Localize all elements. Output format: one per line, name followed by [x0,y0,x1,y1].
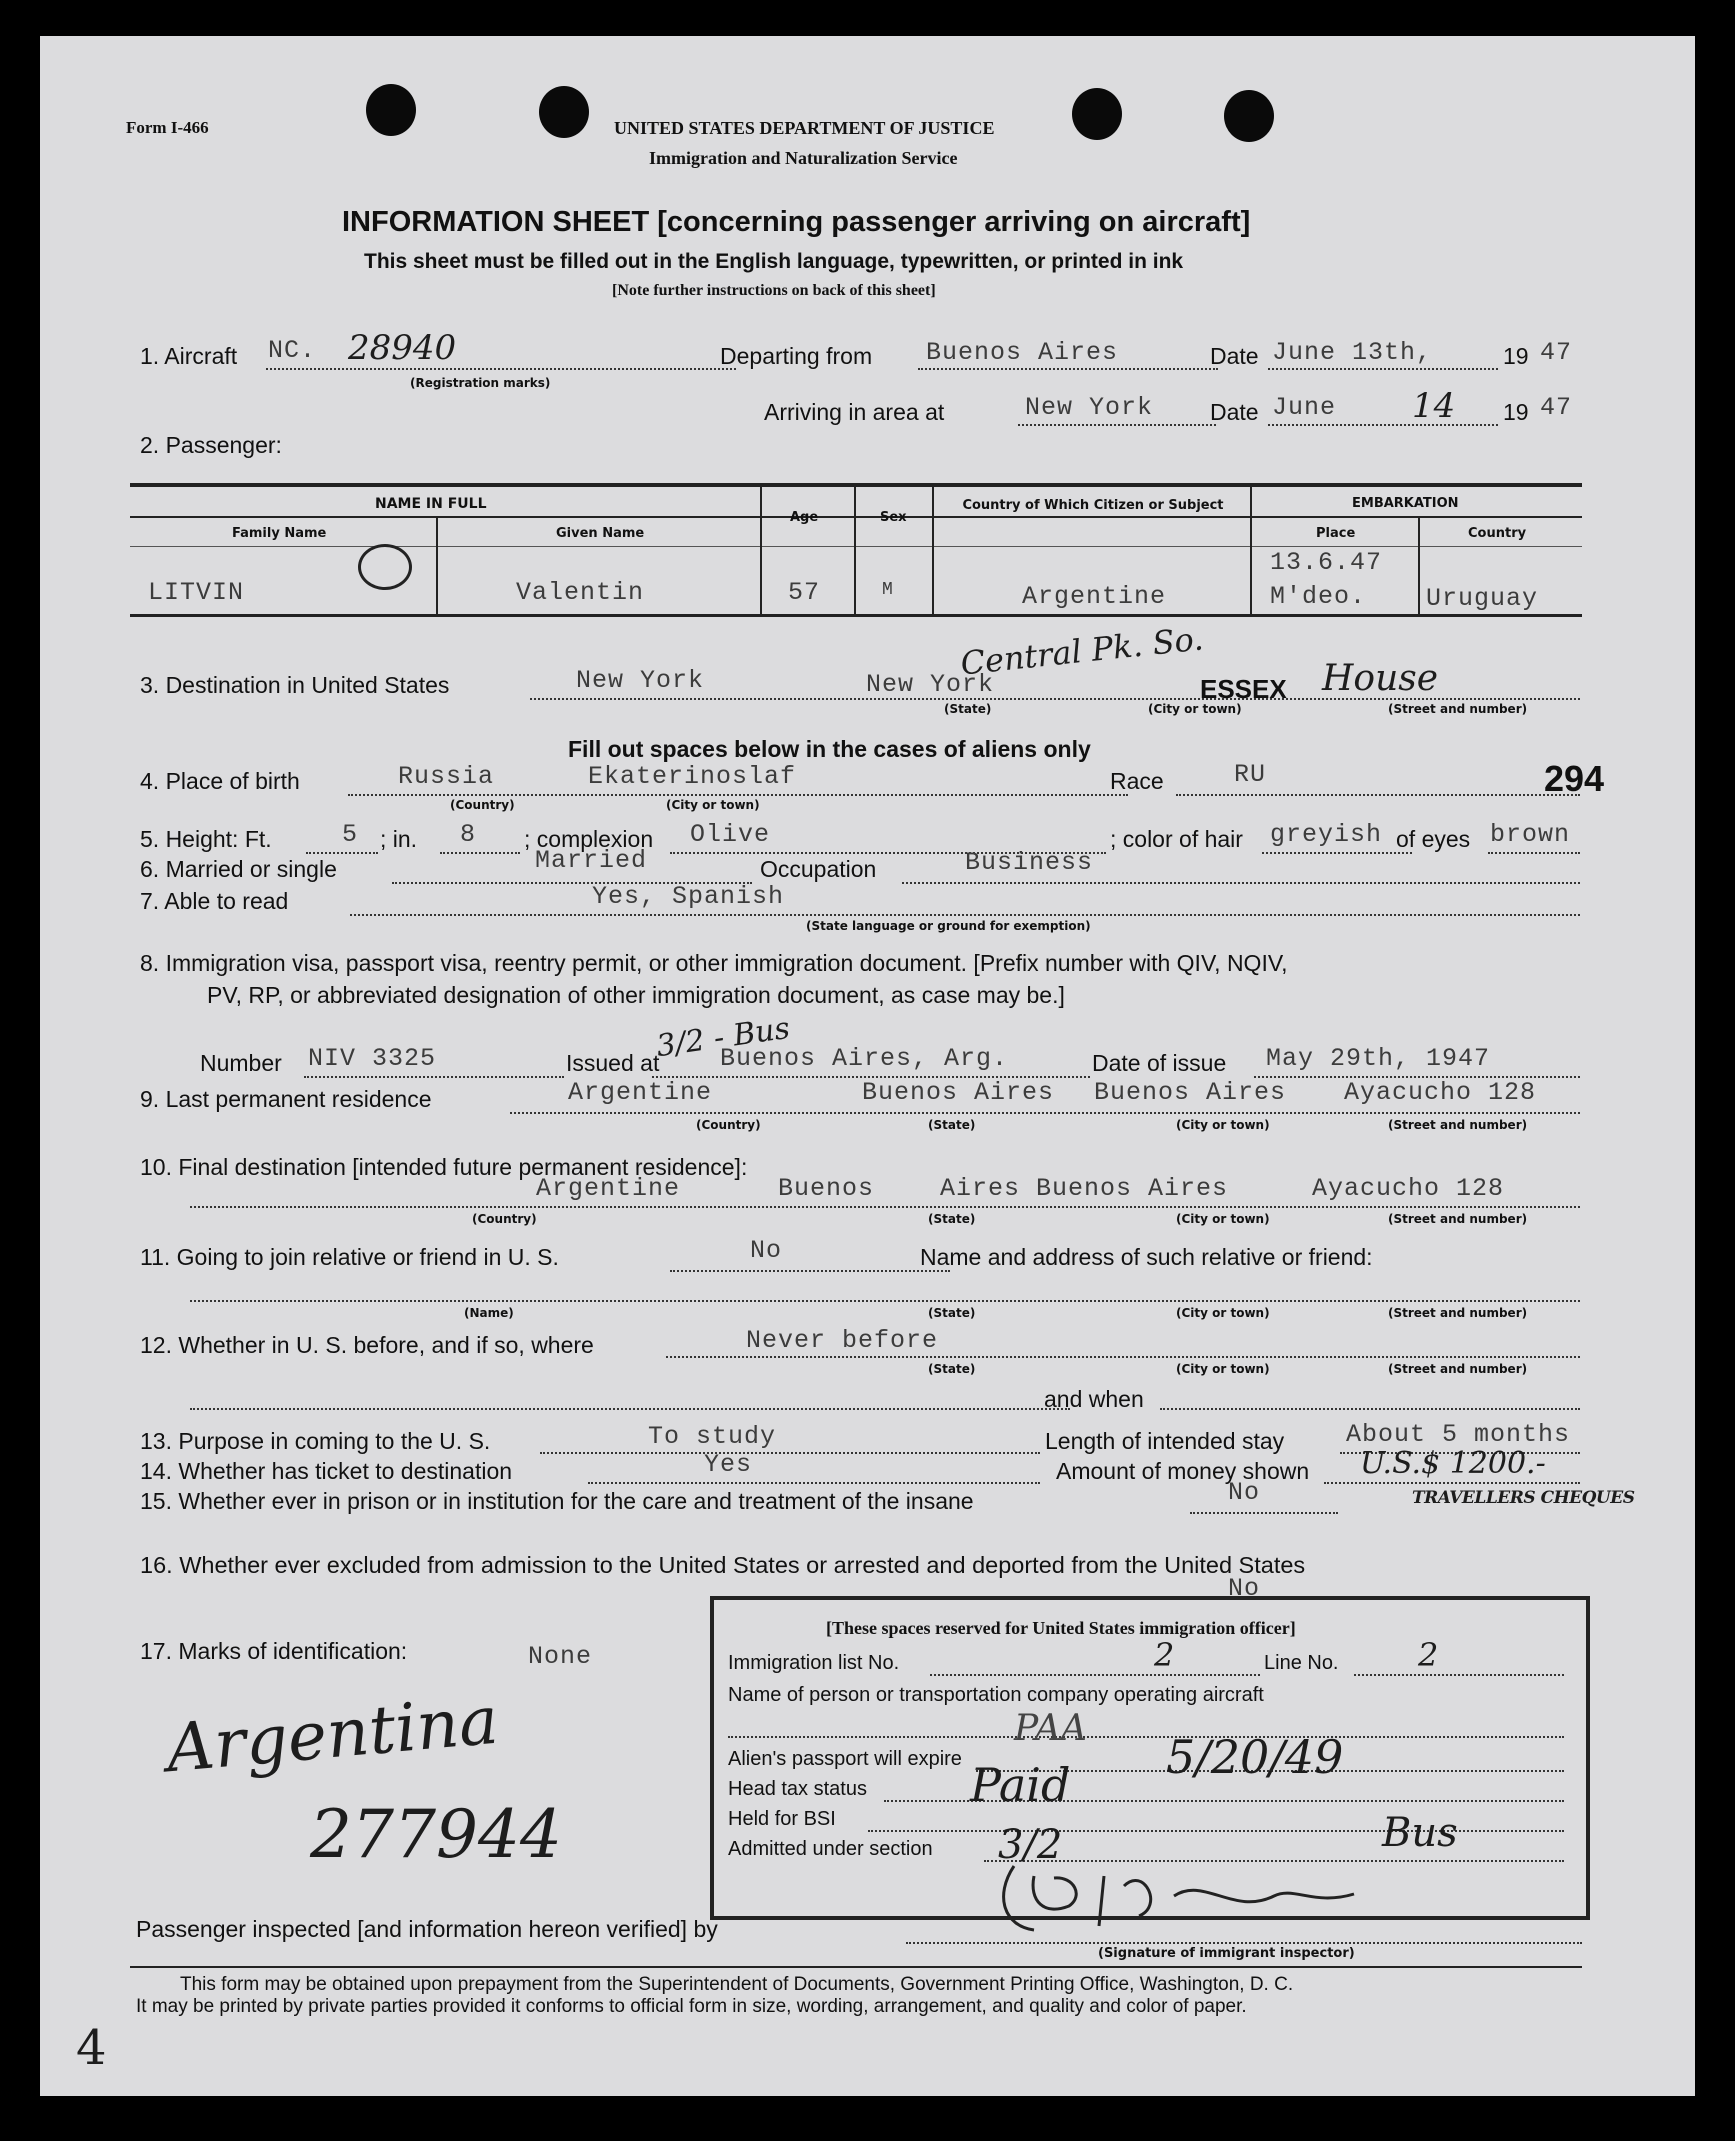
join-name-caption: (Name) [464,1306,514,1320]
hair-value[interactable]: greyish [1270,820,1383,849]
purpose-value[interactable]: To study [648,1422,777,1451]
race-label: Race [1110,768,1164,794]
money-value[interactable]: U.S.$ 1200.- [1360,1446,1546,1481]
punch-hole-1 [366,84,416,136]
head-tax-label: Head tax status [728,1778,867,1800]
last-residence-country-caption: (Country) [696,1118,761,1132]
birth-country[interactable]: Russia [398,762,495,791]
arrive-year-prefix: 19 [1503,399,1529,425]
last-residence-street-caption: (Street and number) [1388,1118,1528,1132]
embarkation-place[interactable]: M'deo. [1270,582,1367,611]
read-value[interactable]: Yes, Spanish [592,882,785,911]
admitted-section-note[interactable]: Bus [1382,1810,1458,1856]
given-name-header: Given Name [556,526,645,541]
inspector-signature [974,1856,1394,1940]
before-state-caption: (State) [928,1362,976,1376]
arriving-value[interactable]: New York [1025,393,1154,422]
join-city-caption: (City or town) [1176,1306,1270,1320]
money-note[interactable]: TRAVELLERS CHEQUES [1412,1488,1635,1508]
name-in-full-header: NAME IN FULL [375,496,487,512]
before-street-caption: (Street and number) [1388,1362,1528,1376]
destination-street-handwritten[interactable]: Central Pk. So. [958,619,1206,683]
visa-issued-label: Issued at [566,1050,660,1076]
visa-date-value[interactable]: May 29th, 1947 [1266,1044,1491,1073]
destination-state[interactable]: New York [576,666,705,695]
admitted-section-value[interactable]: 3/2 [998,1822,1063,1868]
punch-hole-3 [1072,88,1122,140]
page-number: 294 [1544,758,1605,799]
final-destination-city-caption: (City or town) [1176,1212,1270,1226]
form-sheet [40,36,1695,2096]
final-destination-label: 10. Final destination [intended future permanent residence]: [140,1154,748,1180]
ticket-value[interactable]: Yes [704,1450,753,1479]
stay-value[interactable]: About 5 months [1346,1420,1571,1449]
final-destination-street-caption: (Street and number) [1388,1212,1528,1226]
destination-label: 3. Destination in United States [140,672,450,698]
money-label: Amount of money shown [1056,1458,1310,1484]
age-value[interactable]: 57 [788,578,821,607]
before-label: 12. Whether in U. S. before, and if so, where [140,1332,594,1358]
height-inches[interactable]: 8 [460,820,477,849]
passport-expire-label: Alien's passport will expire [728,1748,962,1770]
birth-city-caption: (City or town) [666,798,760,812]
citizen-header: Country of Which Citizen or Subject [962,498,1224,513]
marital-label: 6. Married or single [140,856,337,882]
destination-street-handwritten-2[interactable]: House [1322,658,1439,699]
given-name-value[interactable]: Valentin [516,578,645,607]
visa-label-line-1: 8. Immigration visa, passport visa, reentry permit, or other immigration document. [Prefix number with QIV, NQIV, [140,950,1288,976]
last-residence-street[interactable]: Ayacucho 128 [1344,1078,1537,1107]
arrive-date-value[interactable]: June [1272,393,1337,422]
last-residence-city-caption: (City or town) [1176,1118,1270,1132]
join-label: 11. Going to join relative or friend in U. S. [140,1244,559,1270]
height-feet[interactable]: 5 [342,820,359,849]
instructions-note: [Note further instructions on back of this sheet] [612,282,936,299]
destination-street-caption: (Street and number) [1388,702,1528,716]
passport-expire-value[interactable]: 5/20/49 [1166,1730,1344,1784]
punch-hole-2 [539,86,589,138]
transport-label: Name of person or transportation company operating aircraft [728,1684,1264,1706]
last-residence-country[interactable]: Argentine [568,1078,713,1107]
depart-date-value[interactable]: June 13th, [1272,338,1433,367]
arrive-year[interactable]: 47 [1540,393,1573,422]
stay-label: Length of intended stay [1045,1428,1285,1454]
before-city-caption: (City or town) [1176,1362,1270,1376]
join-state-caption: (State) [928,1306,976,1320]
passenger-label: 2. Passenger: [140,432,282,458]
eyes-value[interactable]: brown [1490,820,1571,849]
prison-value[interactable]: No [1228,1478,1261,1507]
aircraft-label: 1. Aircraft [140,343,238,369]
last-residence-state[interactable]: Buenos Aires [862,1078,1055,1107]
height-in-label: ; in. [380,826,418,852]
embarkation-country[interactable]: Uruguay [1426,584,1539,613]
marks-handwritten-number: 277944 [310,1796,562,1873]
prison-label: 15. Whether ever in prison or in institution for the care and treatment of the insane [140,1488,974,1514]
embarkation-header: EMBARKATION [1352,496,1459,511]
inspector-caption: (Signature of immigrant inspector) [1098,1946,1355,1961]
read-caption: (State language or ground for exemption) [806,919,1091,933]
complexion-value[interactable]: Olive [690,820,771,849]
destination-street-typed[interactable]: ESSEX [1200,674,1287,704]
destination-city-caption: (City or town) [1148,702,1242,716]
sex-header: Sex [880,510,907,525]
age-header: Age [790,510,819,525]
immigration-list-label: Immigration list No. [728,1652,900,1674]
family-name-circle-mark [358,544,412,590]
line-no-label: Line No. [1264,1652,1339,1674]
transport-value[interactable]: PAA [1014,1708,1087,1749]
last-residence-label: 9. Last permanent residence [140,1086,432,1112]
margin-number: 4 [76,2020,107,2076]
excluded-value[interactable]: No [1228,1574,1261,1603]
aircraft-prefix[interactable]: NC. [268,336,317,365]
occupation-value[interactable]: Business [965,848,1094,877]
arrive-day[interactable]: 14 [1412,386,1456,426]
marks-handwritten-country: Argentina [163,1681,502,1788]
final-destination-state[interactable]: Buenos [778,1174,875,1203]
visa-label-line-2: PV, RP, or abbreviated designation of other immigration document, as case may be.] [207,982,1065,1008]
line-no-value[interactable]: 2 [1418,1636,1439,1674]
join-value[interactable]: No [750,1236,783,1265]
officer-box-title: [These spaces reserved for United States immigration officer] [826,1618,1296,1638]
marital-value[interactable]: Married [535,846,648,875]
head-tax-value[interactable]: Paid [970,1758,1071,1812]
depart-date-label: Date [1210,343,1259,369]
last-residence-city[interactable]: Buenos Aires [1094,1078,1287,1107]
visa-date-label: Date of issue [1092,1050,1227,1076]
purpose-label: 13. Purpose in coming to the U. S. [140,1428,491,1454]
immigration-list-value[interactable]: 2 [1154,1636,1175,1674]
place-header: Place [1316,526,1356,541]
visa-handwritten-note[interactable]: 3/2 - Bus [654,1010,793,1065]
aliens-heading: Fill out spaces below in the cases of aliens only [568,736,1091,762]
destination-state-caption: (State) [944,702,992,716]
when-label: and when [1044,1386,1144,1412]
marks-value[interactable]: None [528,1642,593,1671]
join-street-caption: (Street and number) [1388,1306,1528,1320]
eyes-label: of eyes [1396,826,1471,852]
before-value[interactable]: Never before [746,1326,939,1355]
page-title: INFORMATION SHEET [concerning passenger arriving on aircraft] [342,206,1251,238]
visa-number-label: Number [200,1050,282,1076]
arrive-date-label: Date [1210,399,1259,425]
final-destination-country-caption: (Country) [472,1212,537,1226]
registration-caption: (Registration marks) [410,376,551,390]
footer-line-2: It may be printed by private parties provided it conforms to official form in size, wording, arrangement, and quality and color of paper. [136,1996,1247,2017]
birth-country-caption: (Country) [450,798,515,812]
page-subtitle: This sheet must be filled out in the English language, typewritten, or printed in ink [364,250,1184,273]
complexion-label: ; complexion [524,826,654,852]
punch-hole-4 [1224,90,1274,142]
last-residence-state-caption: (State) [928,1118,976,1132]
birth-label: 4. Place of birth [140,768,300,794]
embarkation-date[interactable]: 13.6.47 [1270,548,1383,577]
footer-line-1: This form may be obtained upon prepayment from the Superintendent of Documents, Government Printing Office, Washington, D. C. [180,1974,1294,1995]
join-name-label: Name and address of such relative or friend: [920,1244,1373,1270]
family-name-header: Family Name [232,526,327,541]
height-label: 5. Height: Ft. [140,826,272,852]
visa-issued-value[interactable]: Buenos Aires, Arg. [720,1044,1009,1073]
family-name-value[interactable]: LITVIN [148,578,245,607]
depart-year[interactable]: 47 [1540,338,1573,367]
depart-year-prefix: 19 [1503,343,1529,369]
ticket-label: 14. Whether has ticket to destination [140,1458,513,1484]
form-number: Form I-466 [126,118,209,137]
hair-label: ; color of hair [1110,826,1243,852]
department-title: UNITED STATES DEPARTMENT OF JUSTICE [614,118,995,138]
departing-label: Departing from [720,343,873,369]
visa-number-value[interactable]: NIV 3325 [308,1044,437,1073]
arriving-label: Arriving in area at [764,399,945,425]
final-destination-state-caption: (State) [928,1212,976,1226]
departing-value[interactable]: Buenos Aires [926,338,1119,367]
excluded-label: 16. Whether ever excluded from admission to the United States or arrested and deported from the United States [140,1552,1306,1578]
service-title: Immigration and Naturalization Service [649,148,958,168]
read-label: 7. Able to read [140,888,289,914]
admitted-section-label: Admitted under section [728,1838,933,1860]
marks-label: 17. Marks of identification: [140,1638,408,1664]
destination-city[interactable]: New York [866,670,995,699]
race-value[interactable]: RU [1234,760,1267,789]
sex-value[interactable]: M [882,580,894,600]
inspected-label: Passenger inspected [and information hereon verified] by [136,1916,718,1942]
occupation-label: Occupation [760,856,877,882]
aircraft-registration[interactable]: 28940 [348,328,457,368]
final-destination-country[interactable]: Argentine [536,1174,681,1203]
citizen-value[interactable]: Argentine [1022,582,1167,611]
bsi-label: Held for BSI [728,1808,836,1830]
birth-city[interactable]: Ekaterinoslaf [588,762,797,791]
final-destination-street[interactable]: Ayacucho 128 [1312,1174,1505,1203]
final-destination-city[interactable]: Aires Buenos Aires [940,1174,1229,1203]
emb-country-header: Country [1468,526,1527,541]
